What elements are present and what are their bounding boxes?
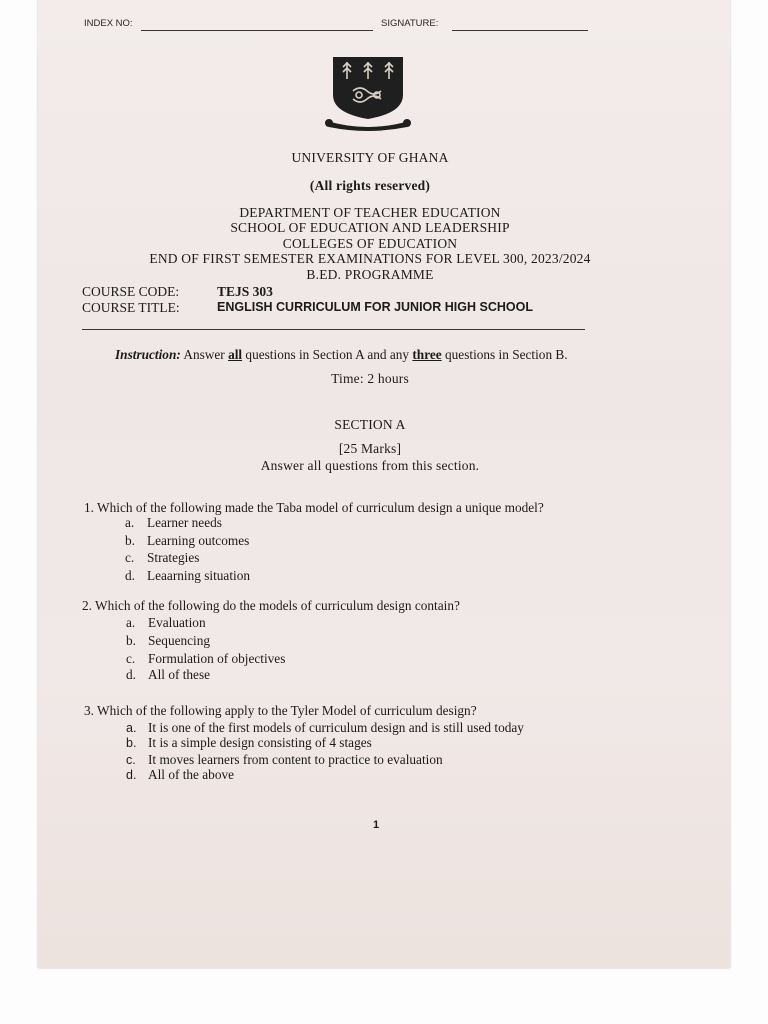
exam-title: END OF FIRST SEMESTER EXAMINATIONS FOR LEVEL 300, 2023/2024 [149,251,591,266]
course-code-label: COURSE CODE: [82,284,180,299]
question-1-option-b: b. Learning outcomes [125,533,250,548]
question-3-option-c: c. It moves learners from content to practice to evaluation [126,752,443,767]
instruction-text-3: questions in Section B. [441,347,568,362]
time-allowed: Time: 2 hours [331,371,409,386]
page-number: 1 [373,819,380,831]
question-3-option-a: a. It is one of the first models of curriculum design and is still used today [126,720,524,735]
course-code-value: TEJS 303 [217,284,273,299]
question-1-option-a: a. Learner needs [125,515,222,530]
header-divider [82,329,585,330]
question-2-option-b: b. Sequencing [126,633,211,648]
exam-paper [38,0,730,968]
colleges-name: COLLEGES OF EDUCATION [282,236,458,251]
question-2-stem: 2. Which of the following do the models of curriculum design contain? [82,598,460,613]
question-2-option-c: c. Formulation of objectives [126,651,286,666]
question-1-stem: 1. Which of the following made the Taba model of curriculum design a unique model? [84,500,544,515]
signature-label: SIGNATURE: [381,18,439,29]
department-name: DEPARTMENT OF TEACHER EDUCATION [239,205,501,220]
signature-line [452,30,588,31]
question-3-option-d: d. All of the above [126,767,235,782]
university-crest-logo [323,55,413,133]
index-no-line [141,30,373,31]
question-3-stem: 3. Which of the following apply to the Tyler Model of curriculum design? [84,703,477,718]
school-name: SCHOOL OF EDUCATION AND LEADERSHIP [230,220,510,235]
instruction-label: Instruction: [115,347,181,362]
instruction-line [115,347,568,363]
instruction-text-1: Answer [180,347,229,362]
course-title-label: COURSE TITLE: [82,300,180,315]
question-3-option-b: b. It is a simple design consisting of 4 stages [126,735,372,750]
course-title-value: ENGLISH CURRICULUM FOR JUNIOR HIGH SCHOOL [217,300,533,314]
question-1-option-d: d. Leaarning situation [125,568,251,583]
rights-note: (All rights reserved) [309,178,431,193]
index-no-label: INDEX NO: [84,18,133,29]
section-title: SECTION A [334,417,406,432]
instruction-all: all [228,347,243,362]
instruction-three: three [412,347,442,362]
question-2-option-a: a. Evaluation [126,615,206,630]
question-1-option-c: c. Strategies [125,550,200,565]
question-2-option-d: d. All of these [126,667,211,682]
section-marks: [25 Marks] [338,441,402,456]
instruction-text-2: questions in Section A and any [242,347,413,362]
section-note: Answer all questions from this section. [260,458,480,473]
university-name: UNIVERSITY OF GHANA [291,150,449,165]
programme-name: B.ED. PROGRAMME [306,267,434,282]
